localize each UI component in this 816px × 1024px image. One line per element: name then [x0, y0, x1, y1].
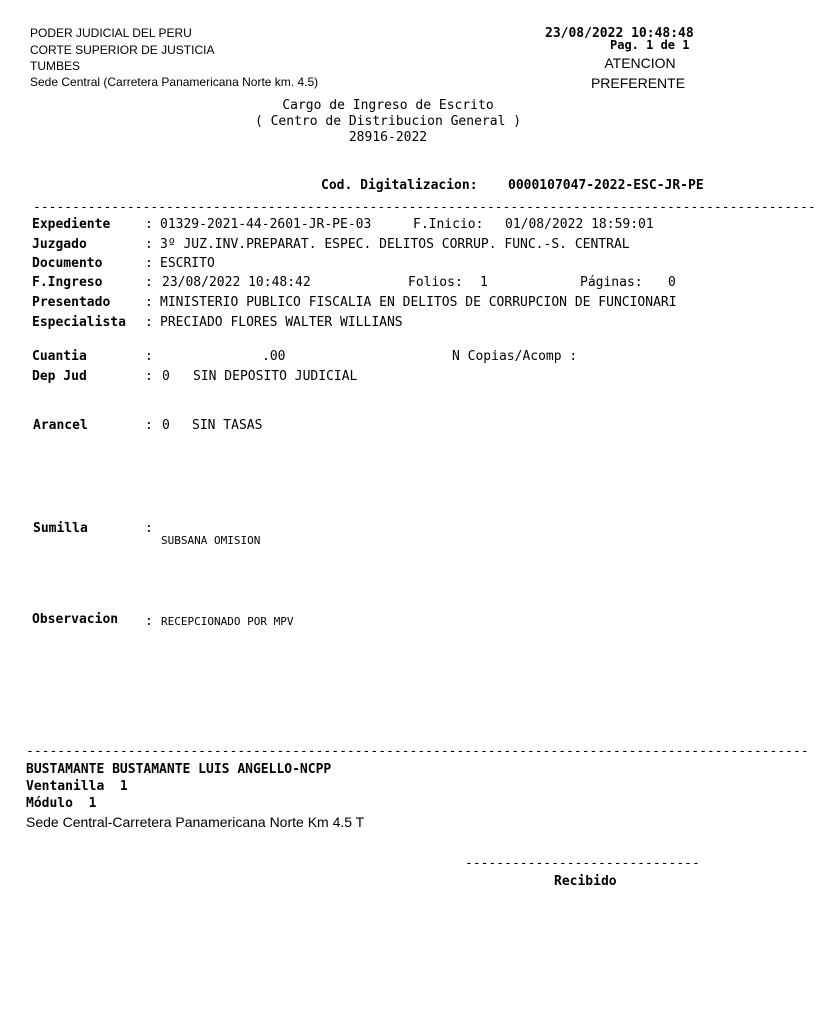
- sumilla-value: SUBSANA OMISION: [161, 534, 261, 547]
- f-ingreso-label: F.Ingreso: [32, 275, 103, 290]
- cuantia-value: .00: [262, 349, 286, 364]
- juzgado-value: 3º JUZ.INV.PREPARAT. ESPEC. DELITOS CORRUP. FUNC.-S. CENTRAL: [160, 237, 630, 252]
- arancel-label: Arancel: [33, 418, 88, 433]
- documento-label: Documento: [32, 256, 103, 271]
- presentado-value: MINISTERIO PUBLICO FISCALIA EN DELITOS DE CORRUPCION DE FUNCIONARI: [160, 295, 677, 310]
- priority-line-2: PREFERENTE: [590, 75, 686, 91]
- juzgado-label: Juzgado: [32, 237, 87, 252]
- modulo: Módulo 1: [26, 796, 97, 811]
- presentado-colon: :: [145, 295, 153, 310]
- priority-line-1: ATENCION: [604, 55, 676, 71]
- copias-label: N Copias/Acomp :: [452, 349, 578, 364]
- title-line-2: ( Centro de Distribucion General ): [254, 114, 522, 129]
- org-line-4: Sede Central (Carretera Panamericana Norte km. 4.5): [30, 75, 319, 89]
- org-line-3: TUMBES: [30, 59, 81, 73]
- expediente-value: 01329-2021-44-2601-JR-PE-03: [160, 217, 372, 232]
- documento-value: ESCRITO: [160, 256, 215, 271]
- especialista-colon: :: [145, 315, 153, 330]
- paginas-value: 0: [668, 275, 676, 290]
- separator-bottom: ----------------------------------------------------------------------------------------------------: [26, 744, 809, 759]
- paginas-label: Páginas:: [580, 275, 643, 290]
- sumilla-colon: :: [145, 521, 153, 536]
- arancel-code: 0: [162, 418, 170, 433]
- header-datetime: 23/08/2022 10:48:48: [545, 26, 694, 41]
- header-page: Pag. 1 de 1: [610, 38, 690, 52]
- sumilla-label: Sumilla: [33, 521, 88, 536]
- digitalizacion-label: Cod. Digitalizacion:: [321, 178, 478, 193]
- arancel-colon: :: [145, 418, 153, 433]
- operator-name: BUSTAMANTE BUSTAMANTE LUIS ANGELLO-NCPP: [26, 762, 332, 777]
- f-inicio-value: 01/08/2022 18:59:01: [505, 217, 654, 232]
- separator-top: ----------------------------------------------------------------------------------------------------: [33, 200, 816, 215]
- title-line-1: Cargo de Ingreso de Escrito: [282, 98, 494, 113]
- footer-sede: Sede Central-Carretera Panamericana Norte Km 4.5 T: [26, 814, 365, 830]
- cuantia-label: Cuantia: [32, 349, 87, 364]
- folios-label: Folios:: [408, 275, 463, 290]
- dep-jud-code: 0: [162, 369, 170, 384]
- f-inicio-label: F.Inicio:: [413, 217, 484, 232]
- dep-jud-colon: :: [145, 369, 153, 384]
- documento-colon: :: [145, 256, 153, 271]
- dep-jud-label: Dep Jud: [32, 369, 87, 384]
- observacion-colon: :: [145, 614, 153, 629]
- juzgado-colon: :: [145, 237, 153, 252]
- dep-jud-value: SIN DEPOSITO JUDICIAL: [193, 369, 358, 384]
- signature-line: ------------------------------: [465, 856, 700, 871]
- org-line-2: CORTE SUPERIOR DE JUSTICIA: [30, 43, 215, 57]
- observacion-value: RECEPCIONADO POR MPV: [161, 615, 294, 628]
- title-line-3: 28916-2022: [348, 130, 428, 145]
- expediente-colon: :: [145, 217, 153, 232]
- folios-value: 1: [480, 275, 488, 290]
- arancel-value: SIN TASAS: [192, 418, 263, 433]
- presentado-label: Presentado: [32, 295, 111, 310]
- cuantia-colon: :: [145, 349, 153, 364]
- especialista-label: Especialista: [32, 315, 126, 330]
- especialista-value: PRECIADO FLORES WALTER WILLIANS: [160, 315, 403, 330]
- f-ingreso-colon: :: [145, 275, 153, 290]
- recibido-label: Recibido: [554, 874, 617, 889]
- ventanilla: Ventanilla 1: [26, 779, 128, 794]
- digitalizacion-code: 0000107047-2022-ESC-JR-PE: [508, 178, 704, 193]
- f-ingreso-value: 23/08/2022 10:48:42: [162, 275, 311, 290]
- expediente-label: Expediente: [32, 217, 111, 232]
- org-line-1: PODER JUDICIAL DEL PERU: [30, 26, 192, 40]
- observacion-label: Observacion: [32, 612, 119, 627]
